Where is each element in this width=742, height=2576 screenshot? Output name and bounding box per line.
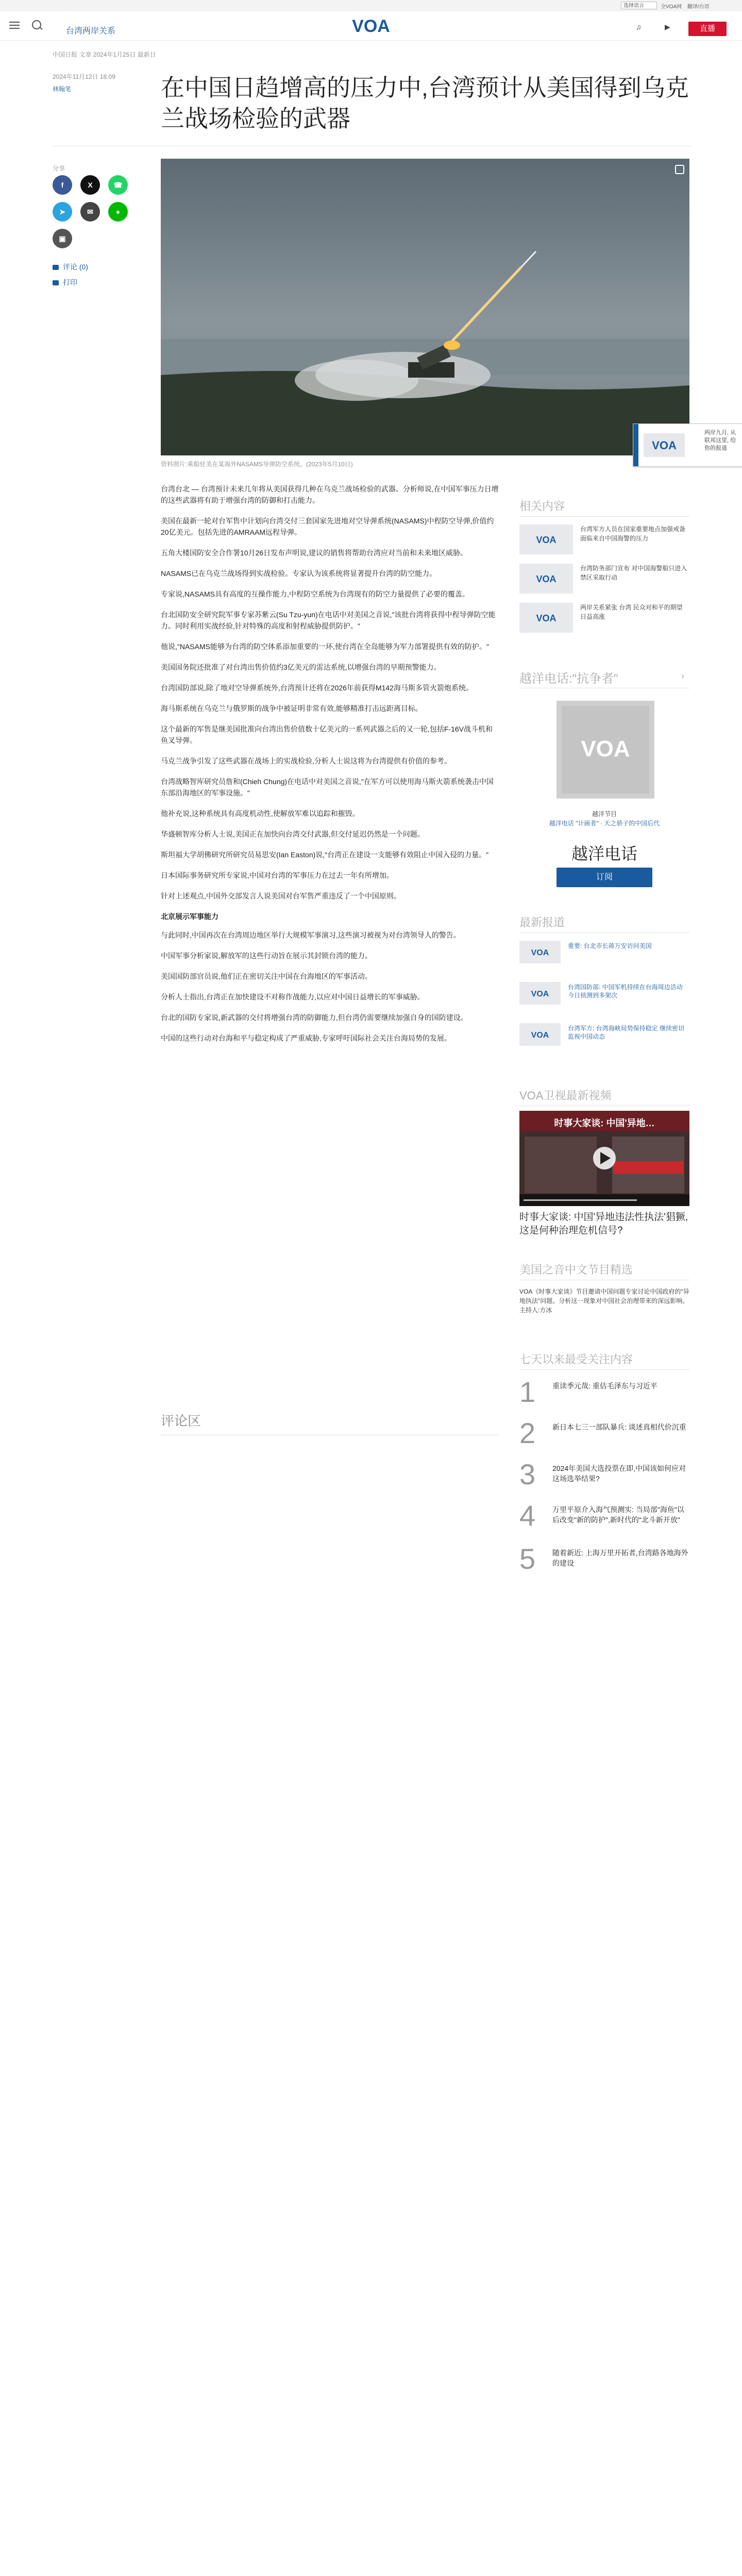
subscribe-button[interactable]: 订阅 (556, 868, 652, 887)
article-paragraph: 海马斯系统在乌克兰与俄罗斯的战争中被证明非常有效,能够精准打击远距离目标。 (161, 704, 423, 713)
hotline-links[interactable]: 越洋电话 "计画者" · 天之骄子的中国后代 (549, 820, 660, 827)
svg-text:VOA: VOA (531, 1031, 549, 1040)
utility-link[interactable]: 翻译/台语 (687, 4, 710, 10)
article-paragraph: 中国的这些行动对台海和平与稳定构成了严重威胁,专家呼吁国际社会关注台海局势的发展。 (161, 1034, 451, 1042)
article-paragraph: 台北的国防专家说,新武器的交付将增强台湾的防御能力,但台湾仍需要继续加强自身的国防建设。 (161, 1013, 468, 1022)
promo-accent-bar (633, 424, 638, 466)
related-title: 两岸关系紧张 台湾 民众对和平的期望日益高涨 (580, 604, 683, 620)
chevron-right-icon[interactable]: › (681, 671, 684, 681)
video-caption[interactable]: 时事大家谈: 中国'异地违法性执法'猖獗,这是何种治理危机信号? (519, 1212, 688, 1236)
article-body (161, 483, 499, 1053)
svg-text:VOA: VOA (531, 990, 549, 998)
article-paragraph: 他说,"NASAMS能够为台湾的防空体系添加重要的一环,使台湾在全岛能够为军力部署提供有效的防护。" (161, 642, 489, 651)
article-paragraph: 与此同时,中国再次在台湾周边地区举行大规模军事演习,这些演习被视为对台湾领导人的警告。 (161, 931, 461, 939)
hotline-label: 越洋节目 (592, 810, 617, 818)
article-subheading: 北京展示军事能力 (161, 912, 218, 921)
comments-heading: 评论区 (161, 1411, 499, 1435)
lead-image (161, 159, 689, 455)
rank-number: 4 (519, 1499, 536, 1532)
utility-links (661, 2, 714, 10)
related-item[interactable] (519, 564, 689, 599)
voa-logo (531, 571, 562, 586)
divider (519, 516, 689, 517)
article-date: 2024年11月12日 18:09 (53, 73, 115, 80)
svg-text:VOA: VOA (531, 948, 549, 957)
hotline-thumbnail[interactable] (556, 701, 654, 799)
related-thumbnail (519, 524, 573, 554)
article-paragraph: 台湾战略智库研究员詹和(Chieh Chung)在电话中对美国之音说,"在军方可以使用海马斯火箭系统袭击中国东部沿海地区的军事设施。" (161, 777, 494, 797)
language-select[interactable]: 选择语言 (621, 2, 657, 9)
article-paragraph: 分析人士指出,台湾正在加快建设不对称作战能力,以应对中国日益增长的军事威胁。 (161, 993, 425, 1001)
print-link[interactable] (53, 277, 77, 287)
video-heading: VOA卫视最新视频 (519, 1089, 612, 1102)
telegram-icon[interactable]: ➤ (53, 202, 72, 222)
program-description[interactable]: VOA《时事大家谈》节目邀请中国问题专家讨论中国政府的"异地执法"问题。分析这一现象对中国社会治理带来的深远影响。主持人:方冰 (519, 1288, 689, 1314)
video-icon[interactable]: ▶ (665, 23, 670, 31)
fullscreen-icon[interactable] (675, 165, 684, 174)
news-thumbnail (519, 1023, 561, 1046)
article-paragraph: 五角大楼国防安全合作署10月26日发布声明说,建议的销售将帮助台湾应对当前和未来地区威胁。 (161, 549, 468, 557)
svg-text:VOA: VOA (536, 613, 556, 623)
article-paragraph: 台湾国防部说,除了地对空导弹系统外,台湾预计还将在2026年前获得M142海马斯多管火箭炮系统。 (161, 684, 473, 692)
latest-news-heading: 最新报道 (519, 916, 565, 929)
comment-link-label: 评论 (0) (63, 263, 88, 271)
article-paragraph: 日本国际事务研究所专家说,中国对台湾的军事压力在过去一年有所增加。 (161, 871, 394, 879)
news-item[interactable] (519, 941, 689, 967)
voa-logo (519, 1023, 561, 1046)
ranked-item[interactable] (519, 1417, 689, 1458)
video-overlay-title: 时事大家谈: 中国'异地… (554, 1118, 655, 1128)
article-paragraph: 美国国防部官员说,他们正在密切关注中国在台海地区的军事活动。 (161, 972, 372, 980)
news-thumbnail (519, 941, 561, 963)
article-paragraph: 他补充说,这种系统具有高度机动性,使解放军难以追踪和摧毁。 (161, 809, 360, 818)
comment-link[interactable] (53, 262, 88, 272)
article-paragraph: 专家说,NASAMS具有高度的互操作能力,中程防空系统为台湾现有的防空力量提供了必要的覆盖。 (161, 590, 469, 598)
voa-logo (519, 941, 561, 963)
article-paragraph: NASAMS已在乌克兰战场得到实战检验。专家认为该系统将显著提升台湾的防空能力。 (161, 569, 437, 578)
article-paragraph: 华盛顿智库分析人士说,美国正在加快向台湾交付武器,但交付延迟仍然是一个问题。 (161, 830, 425, 838)
ranked-title: 随着新近: 上海万里开拓者,台湾路各地海外的建设 (552, 1549, 688, 1567)
related-title: 台湾防务部门宣布 对中国海警船只进入禁区采取行动 (580, 565, 687, 581)
article-kicker: 中国日报 文章 2024年1月25日 最新日 (53, 51, 156, 58)
rank-number: 5 (519, 1543, 536, 1575)
news-thumbnail (519, 982, 561, 1005)
voa-logo (556, 701, 654, 799)
missile-launch-photo (161, 159, 689, 455)
svg-text:VOA: VOA (652, 439, 677, 452)
ranked-item[interactable] (519, 1499, 689, 1540)
section-title[interactable]: 台湾两岸关系 (66, 27, 116, 36)
ranked-title: 重读季元哉: 重估毛泽东与习近平 (552, 1382, 657, 1390)
utility-link[interactable]: 全VOA网 (661, 4, 682, 10)
image-caption: 资料照片:乘船驻美在某海外NASAMS导弹防空系统。(2023年5月10日) (161, 461, 353, 468)
article-paragraph: 中国军事分析家说,解放军的这些行动旨在展示其封锁台湾的能力。 (161, 952, 372, 960)
live-button[interactable]: 直播 (688, 22, 727, 36)
promo-thumbnail (644, 433, 685, 457)
article-author[interactable]: 林翰笔 (53, 86, 72, 93)
line-icon[interactable]: ● (108, 202, 128, 222)
article-paragraph: 马克兰战争引发了这些武器在战场上的实战检验,分析人士说这将为台湾提供有价值的参考。 (161, 757, 451, 765)
print-link-label: 打印 (63, 278, 77, 286)
voa-logo (519, 982, 561, 1005)
ranked-title: 万里平原介入海气预测实: 当局部"海鱼"以后改变"新的防护",新时代的"北斗新开放" (552, 1505, 684, 1524)
article-paragraph: 美国国务院还批准了对台湾出售价值约3亿美元的雷达系统,以增强台湾的早期预警能力。 (161, 663, 441, 671)
news-title: 重要: 台北市长蒋万安访问美国 (568, 942, 652, 950)
hotline-heading[interactable]: 越洋电话:"抗争者" (519, 672, 618, 686)
ranked-item[interactable] (519, 1543, 689, 1584)
hotline-show-title: 越洋电话 (571, 844, 637, 863)
utility-bar (0, 0, 742, 12)
comment-icon (53, 265, 59, 270)
article-paragraph: 针对上述观点,中国外交部发言人说美国对台军售严重违反了一个中国原则。 (161, 892, 401, 900)
news-item[interactable] (519, 982, 689, 1008)
search-icon[interactable] (32, 20, 41, 29)
promo-text: 两岸九月, 从联邦这里, 给你的报道 (704, 430, 736, 451)
site-header (0, 11, 742, 41)
ranked-title: 2024年美国大选投票在即,中国该如何应对这场选举结果? (552, 1464, 686, 1483)
news-title: 台湾军方: 台湾海峡局势保持稳定 继续密切监视中国动态 (568, 1025, 685, 1040)
facebook-icon[interactable]: f (53, 175, 72, 195)
article-paragraph: 美国在最新一轮对台军售中计划向台湾交付三套国家先进地对空导弹系统(NASAMS)中程防空导弹,价值约20亿美元。包括先进的AMRAAM远程导弹。 (161, 517, 494, 536)
article-paragraph: 这个最新的军售是继美国批准向台湾出售价值数十亿美元的一系列武器之后的又一轮,包括F-16V战斗机和鱼叉导弹。 (161, 725, 493, 744)
voa-logo (531, 532, 562, 547)
article-paragraph: 台湾台北 — 台湾预计未来几年将从美国获得几种在乌克兰战场检验的武器。分析师说,在中国军事压力日增的这些武器将有助于增强台湾的防御和打击能力。 (161, 485, 499, 504)
copy-link-icon[interactable]: ▣ (53, 229, 72, 248)
related-thumbnail (519, 564, 573, 594)
voa-logo (531, 610, 562, 625)
menu-icon[interactable] (9, 22, 20, 29)
ranked-item[interactable] (519, 1458, 689, 1499)
program-heading: 美国之音中文节目精选 (519, 1263, 633, 1276)
ranked-title: 新日本七三一部队暴兵: 谈述真相代价沉重 (552, 1423, 686, 1431)
video-player[interactable] (519, 1111, 689, 1206)
most-viewed-heading: 七天以来最受关注内容 (519, 1353, 633, 1366)
print-icon (53, 280, 59, 285)
related-item[interactable] (519, 524, 689, 560)
svg-text:VOA: VOA (352, 16, 390, 36)
news-title: 台湾国防部: 中国军机持续在台海周边活动 今日侦测到多架次 (568, 984, 683, 999)
x-icon[interactable]: X (80, 175, 100, 195)
rank-number: 1 (519, 1376, 536, 1408)
svg-text:VOA: VOA (536, 535, 556, 545)
share-label: 分享 (53, 165, 65, 172)
email-icon[interactable]: ✉ (80, 202, 100, 222)
svg-text:VOA: VOA (536, 574, 556, 584)
rank-number: 2 (519, 1417, 536, 1449)
whatsapp-icon[interactable]: ☎ (108, 175, 128, 195)
voa-logo[interactable] (344, 15, 398, 36)
ranked-item[interactable] (519, 1376, 689, 1417)
audio-icon[interactable]: ♫ (636, 23, 642, 31)
related-item[interactable] (519, 603, 689, 638)
related-heading: 相关内容 (519, 500, 565, 513)
news-item[interactable] (519, 1023, 689, 1049)
svg-text:VOA: VOA (581, 736, 630, 761)
rank-number: 3 (519, 1458, 536, 1490)
divider (519, 1369, 689, 1370)
voa-logo (644, 433, 685, 457)
related-title: 台湾军方人员在国家重要地点加强戒备 面临来自中国海警的压力 (580, 526, 686, 542)
floating-promo[interactable] (633, 423, 742, 467)
page-title: 在中国日趋增高的压力中,台湾预计从美国得到乌克兰战场检验的武器 (161, 74, 689, 132)
article-paragraph: 斯坦福大学胡佛研究所研究员易思安(Ian Easton)说,"台湾正在建设一支能够有效阻止中国入侵的力量。" (161, 851, 489, 859)
related-thumbnail (519, 603, 573, 633)
article-paragraph: 台北国防安全研究院军事专家苏紫云(Su Tzu-yun)在电话中对美国之音说,"该批台湾将获得中程导弹防空能力。同时利用实战经验,针对特殊的高度和射程威胁提供防护。" (161, 611, 496, 630)
